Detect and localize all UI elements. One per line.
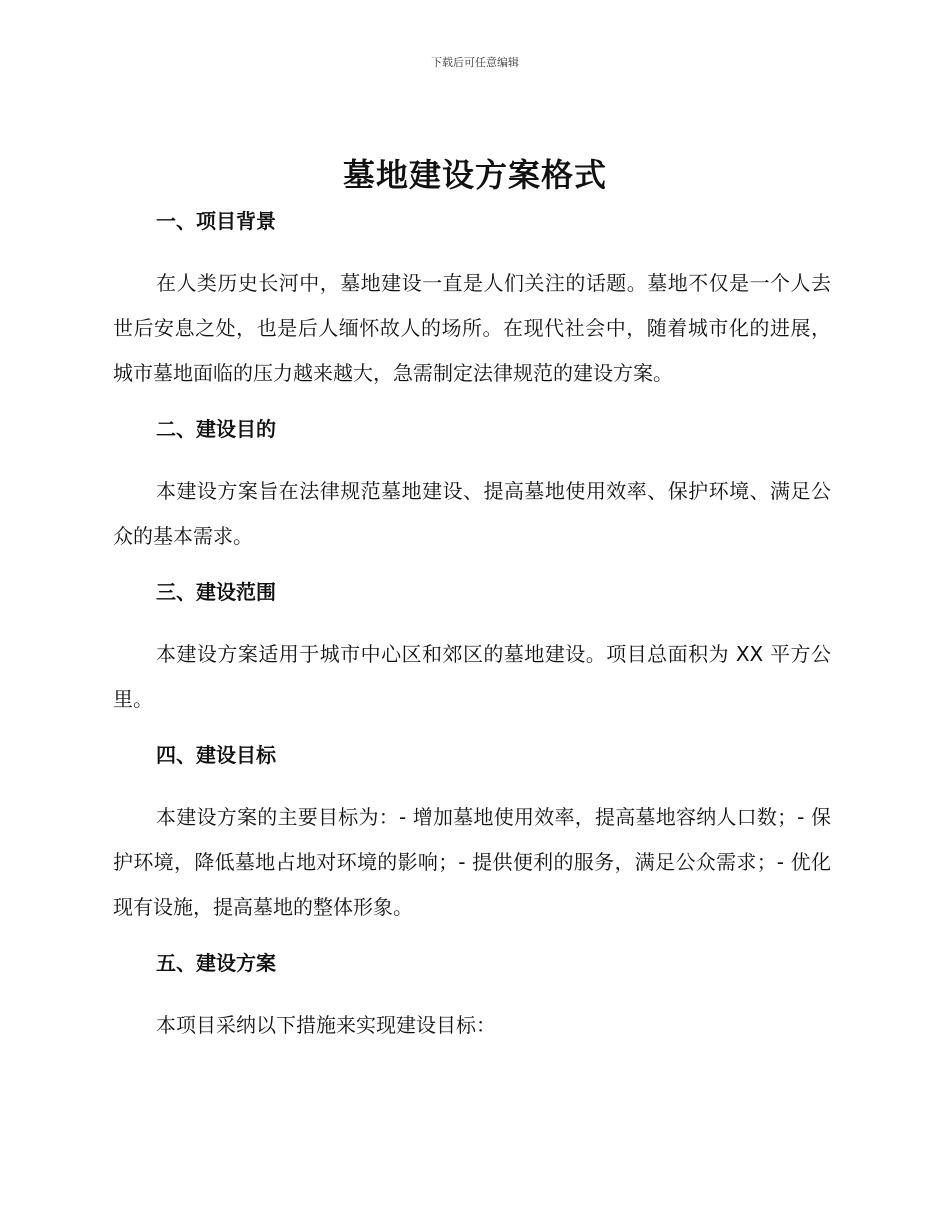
section-paragraph-plan: 本项目采纳以下措施来实现建设目标：	[156, 1013, 496, 1037]
section-heading-scope: 三、建设范围	[156, 580, 276, 604]
document-title: 墓地建设方案格式	[342, 156, 607, 194]
section-heading-goals: 四、建设目标	[156, 743, 276, 767]
header-note: 下载后可任意编辑	[431, 56, 519, 69]
section-paragraph-scope: 本建设方案适用于城市中心区和郊区的墓地建设。项目总面积为 XX 平方公里。	[113, 642, 831, 711]
section-paragraph-background: 在人类历史长河中，墓地建设一直是人们关注的话题。墓地不仅是一个人去世后安息之处，也是后人缅怀故人的场所。在现代社会中，随着城市化的进展，城市墓地面临的压力越来越大，急需制定法律规范的建设方案。	[113, 271, 831, 385]
section-paragraph-purpose: 本建设方案旨在法律规范墓地建设、提高墓地使用效率、保护环境、满足公众的基本需求。	[113, 479, 831, 548]
section-paragraph-goals: 本建设方案的主要目标为：- 增加墓地使用效率，提高墓地容纳人口数；- 保护环境，降低墓地占地对环境的影响；- 提供便利的服务，满足公众需求；- 优化现有设施，提高墓地的整体形象。	[113, 805, 831, 919]
section-heading-plan: 五、建设方案	[156, 951, 276, 975]
section-heading-background: 一、项目背景	[156, 209, 276, 233]
document-body	[113, 203, 831, 1048]
section-heading-purpose: 二、建设目的	[156, 417, 276, 441]
